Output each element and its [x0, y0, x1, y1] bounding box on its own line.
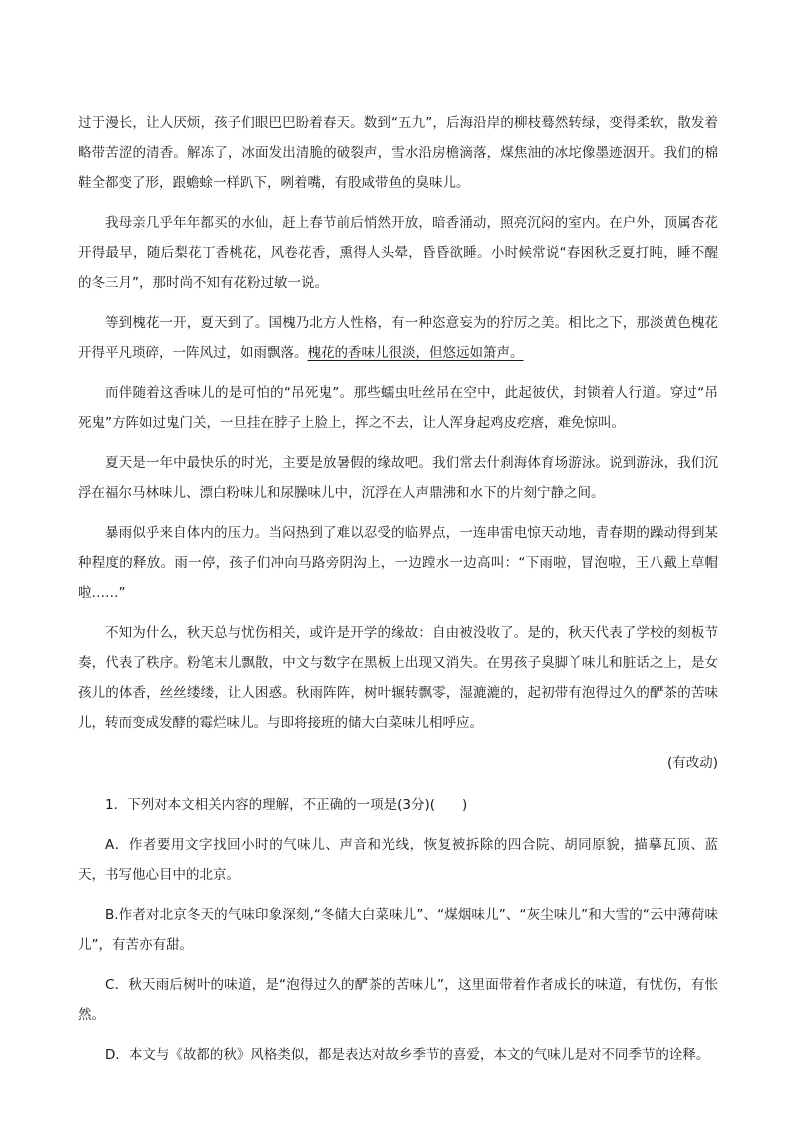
paragraph-5: 夏天是一年中最快乐的时光，主要是放暑假的缘故吧。我们常去什刹海体育场游泳。说到游泳，我们沉浮在福尔马林味儿、漂白粉味儿和尿臊味儿中，沉浮在人声鼎沸和水下的片刻宁静之间。: [78, 455, 718, 501]
paragraph-4: 而伴随着这香味儿的是可怕的“吊死鬼”。那些蠕虫吐丝吊在空中，此起彼伏，封锁着人行道。穿过“吊死鬼”方阵如过鬼门关，一旦挂在脖子上脸上，挥之不去，让人浑身起鸡皮疙瘩，难免惊叫。: [78, 385, 718, 431]
paragraph-7: 不知为什么，秋天总与忧伤相关，或许是开学的缘故：自由被没收了。是的，秋天代表了学校的刻板节奏，代表了秩序。粉笔末儿飘散，中文与数字在黑板上出现又消失。在男孩子臭脚丫味儿和脏话之上，是女孩儿的体香，丝丝缕缕，让人困惑。秋雨阵阵，树叶辗转飘零，湿漉漉的，起初带有泡得过久的酽茶的苦味儿，转而变成发酵的霉烂味儿。与即将接班的储大白菜味儿相呼应。: [78, 625, 718, 731]
underlined-sentence: 槐花的香味儿很淡，但悠远如箫声。: [307, 345, 524, 361]
question-stem: 1．下列对本文相关内容的理解，不正确的一项是(3分)( ): [105, 797, 468, 813]
option-a: A．作者要用文字找回小时的气味儿、声音和光线，恢复被拆除的四合院、胡同原貌，描摹瓦顶、蓝天，书写他心目中的北京。: [78, 837, 718, 883]
paragraph-2: 我母亲几乎年年都买的水仙，赶上春节前后悄然开放，暗香涌动，照亮沉闷的室内。在户外，顶属杏花开得最早，随后梨花丁香桃花，风卷花香，熏得人头晕，昏昏欲睡。小时候常说“春困秋乏夏打盹，睡不醒的冬三月”，那时尚不知有花粉过敏一说。: [78, 215, 718, 291]
source-note: (有改动): [666, 755, 718, 771]
document-body: [78, 108, 718, 1070]
option-b: B.作者对北京冬天的气味印象深刻,“冬储大白菜味儿”、“煤烟味儿”、“灰尘味儿”和大雪的“云中薄荷味儿”，有苦亦有甜。: [78, 907, 718, 953]
paragraph-3: [78, 308, 718, 368]
paragraph-1: 过于漫长，让人厌烦，孩子们眼巴巴盼着春天。数到“五九”，后海沿岸的柳枝蓦然转绿，变得柔软，散发着略带苦涩的清香。解冻了，冰面发出清脆的破裂声，雪水沿房檐滴落，煤焦油的冰坨像墨迹洇开。我们的棉鞋全都变了形，跟蟾蜍一样趴下，咧着嘴，有股咸带鱼的臭味儿。: [78, 115, 718, 191]
option-d: D．本文与《故都的秋》风格类似，都是表达对故乡季节的喜爱，本文的气味儿是对不同季节的诠释。: [105, 1047, 710, 1063]
paragraph-6: 暴雨似乎来自体内的压力。当闷热到了难以忍受的临界点，一连串雷电惊天动地，青春期的躁动得到某种程度的释放。雨一停，孩子们冲向马路旁阴沟上，一边蹚水一边高叫：“下雨啦，冒泡啦，王八戴上草帽啦……”: [78, 525, 718, 601]
option-c: C．秋天雨后树叶的味道，是“泡得过久的酽茶的苦味儿”，这里面带着作者成长的味道，有忧伤，有怅然。: [78, 977, 718, 1023]
paragraph-3-text: 等到槐花一开，夏天到了。国槐乃北方人性格，有一种恣意妄为的狞厉之美。相比之下，那淡黄色槐花开得平凡琐碎，一阵风过，如雨飘落。: [78, 315, 718, 361]
